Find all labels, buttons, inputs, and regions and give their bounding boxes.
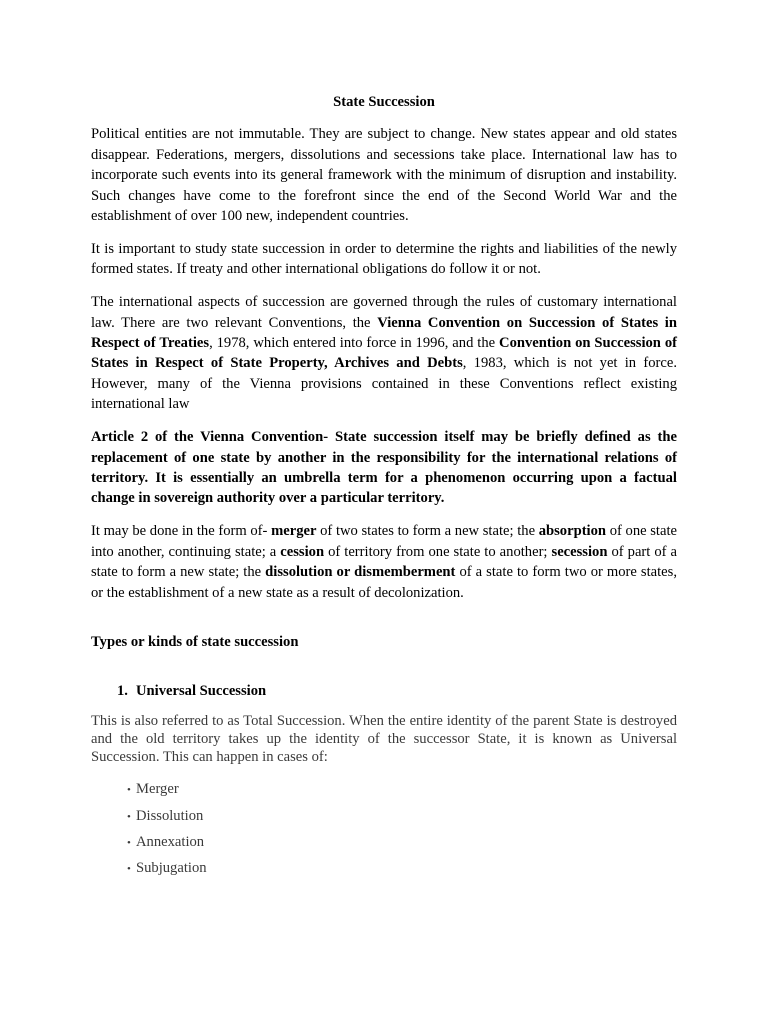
list-item-label: Dissolution [136,807,204,824]
bullet-icon: • [127,810,131,823]
text-run: of territory from one state to another; [324,543,552,560]
list-item [127,779,677,800]
bold-merger: merger [271,523,317,540]
text-run: of a state to form two or more states, or the establishment of a new state as a result of decolonization. [91,564,677,601]
paragraph-conventions [91,292,677,414]
numbered-heading-universal [117,681,677,701]
text-run: The international aspects of succession are governed through the rules of customary international law. There are two relevant Conventions, the [91,294,677,331]
list-item [127,858,677,879]
bold-secession: secession [551,543,608,560]
document-title: State Succession [333,94,435,110]
bullet-icon: • [127,784,131,797]
bold-dissolution: dissolution or dismemberment [265,564,456,581]
paragraph-forms [91,521,677,603]
document-page [91,92,677,884]
list-number: 1. [117,683,128,700]
text-run: of one state into another, continuing state; a [91,523,677,560]
bold-property-convention: Convention on Succession of States in Respect of State Property, Archives and Debts [91,335,677,372]
bold-absorption: absorption [538,523,607,540]
text-run: , 1983, which is not yet in force. However, many of the Vienna provisions contained in these Conventions reflect existing international law [91,355,677,413]
list-item-label: Annexation [136,833,205,850]
text-run: , 1978, which entered into force in 1996, and the [209,335,500,352]
list-item [127,832,677,853]
bold-cession: cession [280,543,325,560]
bullet-icon: • [127,862,131,875]
bullet-icon: • [127,836,131,849]
list-item-label: Subjugation [136,859,207,876]
text-run: of part of a state to form a new state; the [91,543,678,581]
paragraph-intro: Political entities are not immutable. They are subject to change. New states appear and old states disappear. Federations, mergers, dissolutions and secessions take place. International law has to incorporate such events into its general framework with the minimum of disruption and instability. Such changes have come to the forefront since the end of the Second World War and the establishment of over 100 new, independent countries. [91,126,677,225]
text-run: It may be done in the form of- [91,523,272,540]
list-item-label: Merger [136,781,179,798]
list-item [127,806,677,827]
text-run: of two states to form a new state; the [316,523,539,540]
bold-article-2: Article 2 of the Vienna Convention- State succession itself may be briefly defined as the replacement of one state by another in the responsibility for the international relations of territory. It is essentially an umbrella term for a phenomenon occurring upon a factual change in sovereign authority over a particular territory. [91,429,677,507]
paragraph-universal: This is also referred to as Total Succession. When the entire identity of the parent State is destroyed and the old territory takes up the identity of the successor State, it is known as Universal Succession. This can happen in cases of: [91,712,677,766]
paragraph-importance: It is important to study state succession in order to determine the rights and liabilities of the newly formed states. If treaty and other international obligations do follow it or not. [91,240,677,278]
bullet-list [127,779,677,879]
section-heading: Types or kinds of state succession [91,633,299,650]
numbered-heading-label: Universal Succession [136,683,267,700]
bold-treaties-convention: Vienna Convention on Succession of States in Respect of Treaties [91,314,677,352]
paragraph-article-2 [91,427,677,509]
